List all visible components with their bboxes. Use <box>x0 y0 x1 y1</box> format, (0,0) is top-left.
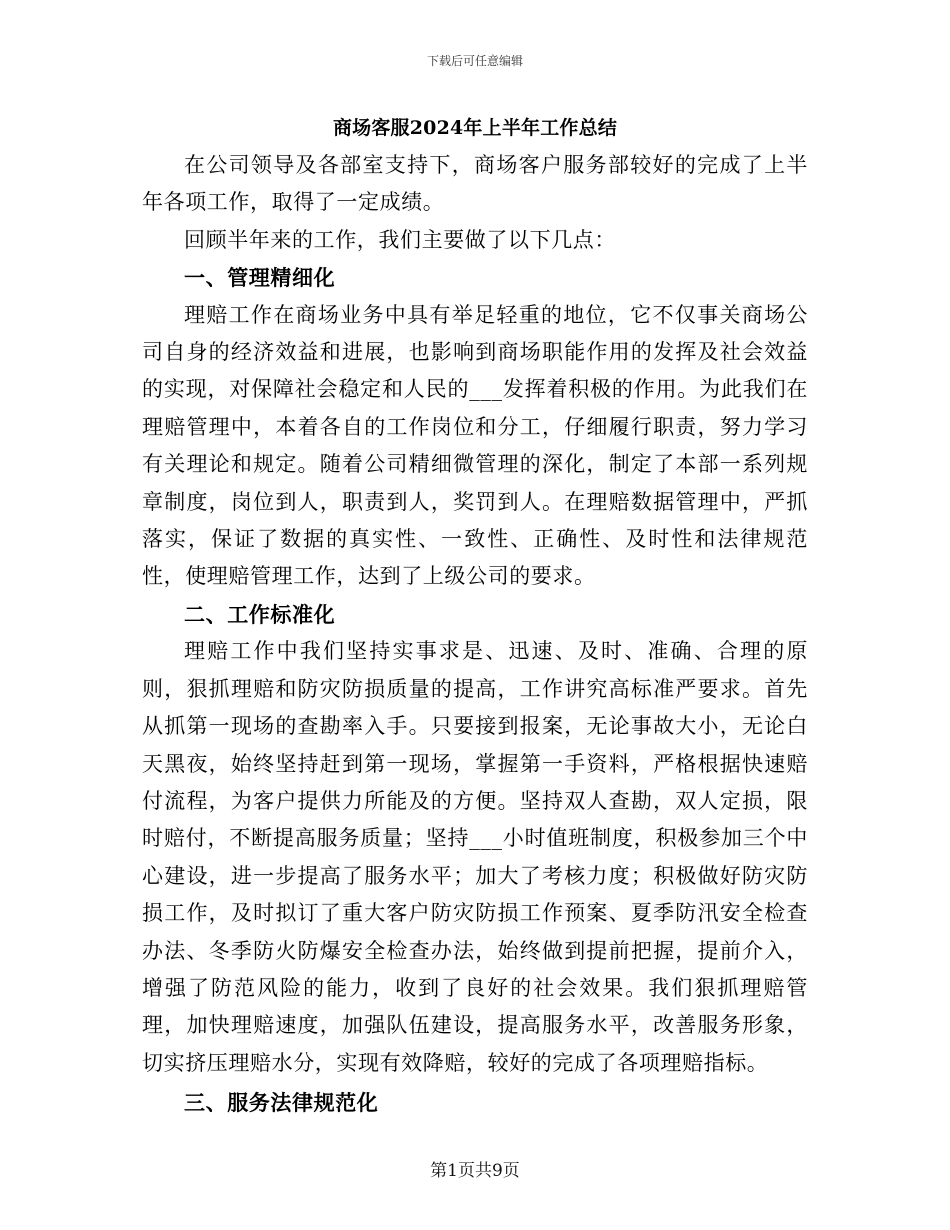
section-heading: 一、管理精细化 <box>184 265 336 291</box>
section-paragraph: 理赔工作中我们坚持实事求是、迅速、及时、准确、合理的原则，狠抓理赔和防灾防损质量的提高，工作讲究高标准严要求。首先从抓第一现场的查勘率入手。只要接到报案，无论事故大小，无论白天黑夜，始终坚持赶到第一现场，掌握第一手资料，严格根据快速赔付流程，为客户提供力所能及的方便。坚持双人查勘，双人定损，限时赔付，不断提高服务质量；坚持___小时值班制度，积极参加三个中心建设，进一步提高了服务水平；加大了考核力度；积极做好防灾防损工作，及时拟订了重大客户防灾防损工作预案、夏季防汛安全检查办法、冬季防火防爆安全检查办法，始终做到提前把握，提前介入，增强了防范风险的能力，收到了良好的社会效果。我们狠抓理赔管理，加快理赔速度，加强队伍建设，提高服务水平，改善服务形象，切实挤压理赔水分，实现有效降赔，较好的完成了各项理赔指标。 <box>142 639 808 1075</box>
document-title: 商场客服2024年上半年工作总结 <box>332 117 618 139</box>
intro-paragraph: 回顾半年来的工作，我们主要做了以下几点： <box>184 227 616 252</box>
page-number: 第1页共9页 <box>430 1161 520 1181</box>
document-body <box>142 110 808 1122</box>
header-note: 下载后可任意编辑 <box>426 54 523 68</box>
section-heading: 二、工作标准化 <box>184 601 336 627</box>
section-heading: 三、服务法律规范化 <box>184 1090 379 1116</box>
intro-paragraph: 在公司领导及各部室支持下，商场客户服务部较好的完成了上半年各项工作，取得了一定成绩。 <box>142 153 808 215</box>
section-paragraph: 理赔工作在商场业务中具有举足轻重的地位，它不仅事关商场公司自身的经济效益和进展，也影响到商场职能作用的发挥及社会效益的实现，对保障社会稳定和人民的___发挥着积极的作用。为此我们在理赔管理中，本着各自的工作岗位和分工，仔细履行职责，努力学习有关理论和规定。随着公司精细微管理的深化，制定了本部一系列规章制度，岗位到人，职责到人，奖罚到人。在理赔数据管理中，严抓落实，保证了数据的真实性、一致性、正确性、及时性和法律规范性，使理赔管理工作，达到了上级公司的要求。 <box>142 302 808 589</box>
